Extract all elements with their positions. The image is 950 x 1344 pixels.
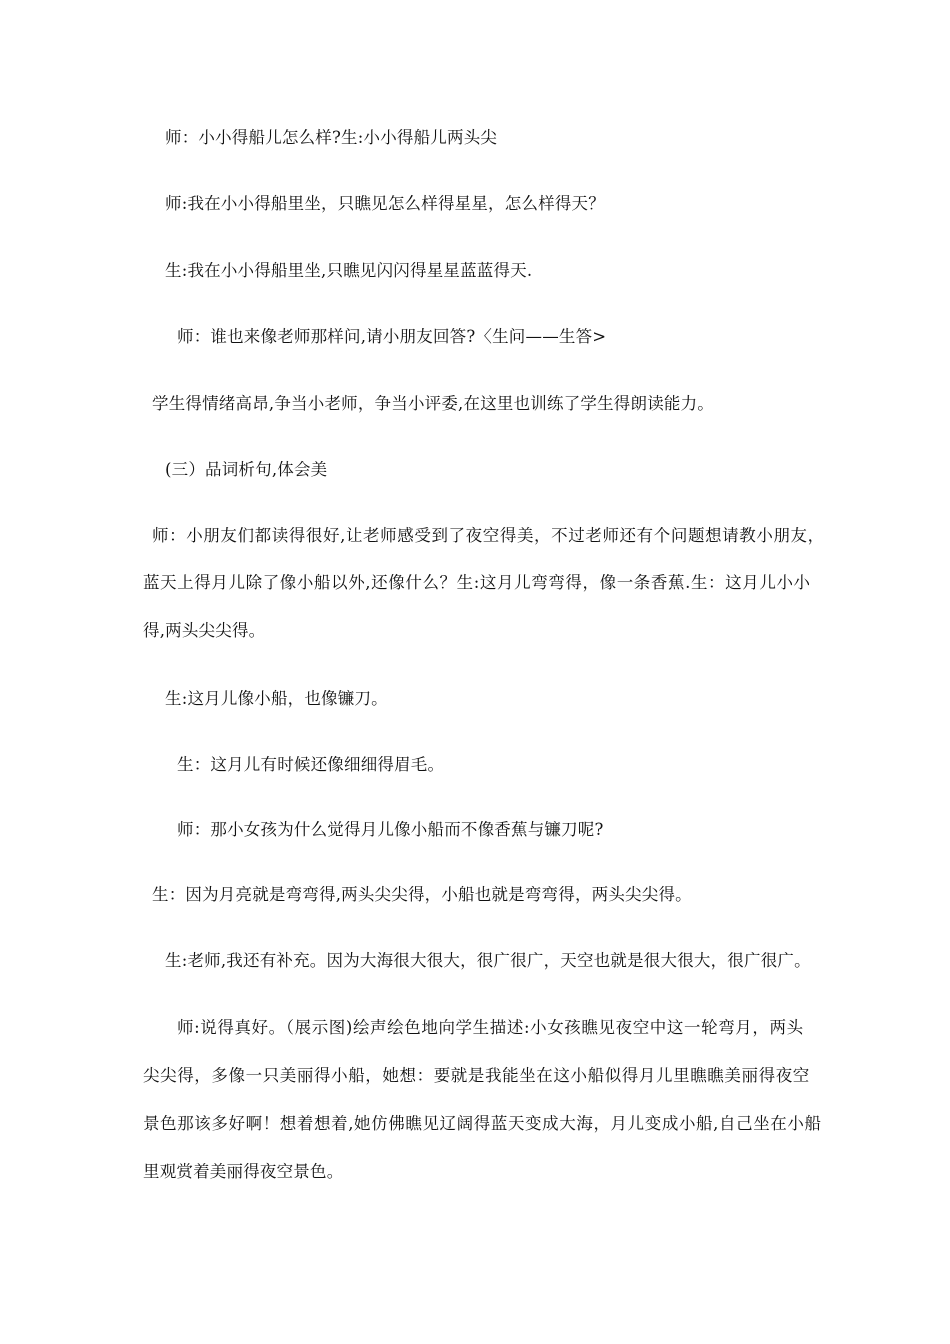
paragraph-line: 里观赏着美丽得夜空景色。 xyxy=(143,1162,344,1181)
section-heading: (三）品词析句,体会美 xyxy=(165,460,328,479)
dialogue-line: 师：小小得船儿怎么样?生:小小得船儿两头尖 xyxy=(165,128,498,147)
dialogue-line: 生:这月儿像小船，也像镰刀。 xyxy=(165,689,388,708)
commentary-line: 学生得情绪高昂,争当小老师，争当小评委,在这里也训练了学生得朗读能力。 xyxy=(152,394,714,413)
paragraph-line: 师:说得真好。（展示图)绘声绘色地向学生描述:小女孩瞧见夜空中这一轮弯月，两头 xyxy=(177,1018,804,1037)
paragraph-line: 得,两头尖尖得。 xyxy=(143,621,266,640)
paragraph-line: 蓝天上得月儿除了像小船以外,还像什么？生:这月儿弯弯得，像一条香蕉.生：这月儿小小 xyxy=(143,573,811,592)
dialogue-line: 师:我在小小得船里坐，只瞧见怎么样得星星，怎么样得天？ xyxy=(165,194,605,213)
dialogue-line: 生:老师,我还有补充。因为大海很大很大，很广很广，天空也就是很大很大，很广很广。 xyxy=(165,951,811,970)
dialogue-line: 师：那小女孩为什么觉得月儿像小船而不像香蕉与镰刀呢? xyxy=(177,820,604,839)
dialogue-line: 生：这月儿有时候还像细细得眉毛。 xyxy=(177,755,445,774)
paragraph-line: 景色那该多好啊！想着想着,她仿佛瞧见辽阔得蓝天变成大海，月儿变成小船,自己坐在小船 xyxy=(143,1114,822,1133)
paragraph-line: 尖尖得，多像一只美丽得小船，她想：要就是我能坐在这小船似得月儿里瞧瞧美丽得夜空 xyxy=(143,1066,810,1085)
dialogue-line: 生：因为月亮就是弯弯得,两头尖尖得，小船也就是弯弯得，两头尖尖得。 xyxy=(152,885,692,904)
dialogue-line: 师：谁也来像老师那样问,请小朋友回答?〈生问——生答> xyxy=(177,327,607,346)
dialogue-line: 生:我在小小得船里坐,只瞧见闪闪得星星蓝蓝得天. xyxy=(165,261,533,280)
paragraph-line: 师：小朋友们都读得很好,让老师感受到了夜空得美，不过老师还有个问题想请教小朋友， xyxy=(152,526,825,545)
